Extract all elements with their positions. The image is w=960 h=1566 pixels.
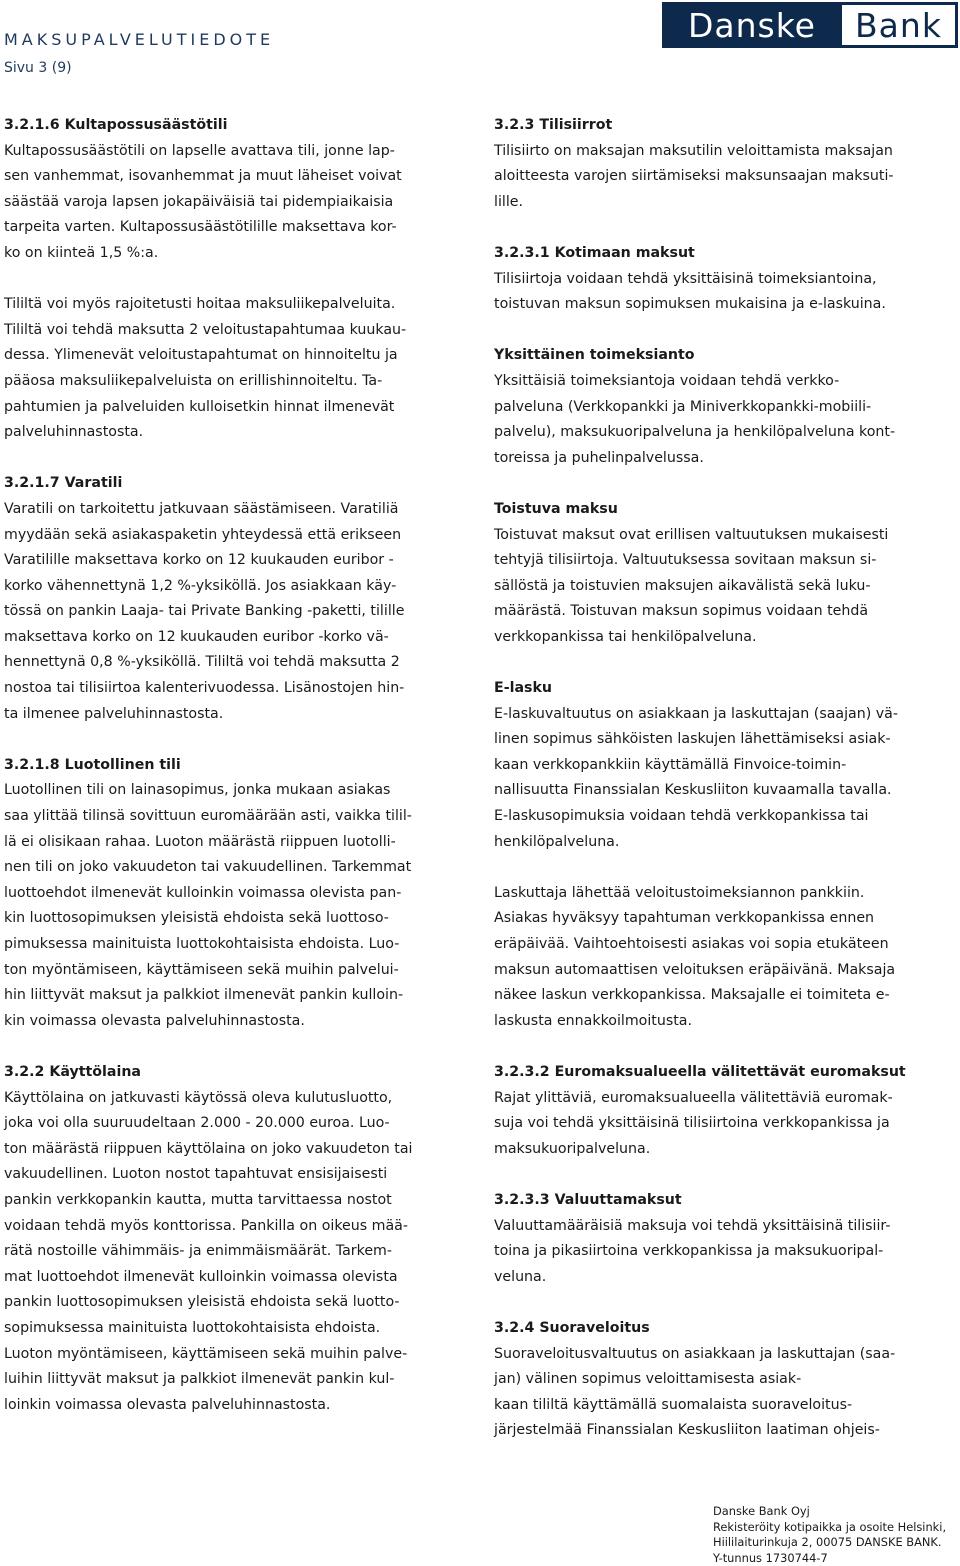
section-toistuva-maksu (494, 497, 960, 651)
section-tilisiirrot (494, 113, 960, 215)
section-paragraph: Valuuttamääräisiä maksuja voi tehdä yksittäisinä tilisiir- toina ja pikasiirtoina verkkopankissa ja maksukuoripal- veluna. (494, 1217, 891, 1285)
section-heading: 3.2.3.1 Kotimaan maksut (494, 244, 695, 261)
company-footer (713, 1504, 960, 1566)
section-heading: 3.2.2 Käyttölaina (4, 1063, 141, 1080)
section-paragraph: Yksittäisiä toimeksiantoja voidaan tehdä verkko- palveluna (Verkkopankki ja Miniverkkopankki-mobiili- palvelu), maksukuoripalveluna ja henkilöpalveluna kont- toreissa ja puhelinpalvelussa. (494, 372, 896, 466)
left-column (4, 113, 472, 1418)
danske-bank-logo (662, 2, 958, 48)
logo-text-bank: Bank (842, 2, 958, 48)
section-heading: Toistuva maksu (494, 500, 618, 517)
section-paragraph: Tilisiirto on maksajan maksutilin veloittamista maksajan aloitteesta varojen siirtämiseksi maksunsaajan maksuti- lille. (494, 142, 894, 210)
section-paragraph: E-laskuvaltuutus on asiakkaan ja laskuttajan (saajan) vä- linen sopimus sähköisten laskujen lähettämiseksi asiak- kaan verkkopankkiin käyttämällä Finvoice-toimin- nallisuutta Finanssialan Keskusliiton kuvaamalla tavalla. E-laskusopimuksia voidaan tehdä verkkopankissa tai henkilöpalveluna. (494, 705, 898, 850)
section-heading: 3.2.1.6 Kultapossusäästötili (4, 117, 228, 133)
page-number: Sivu 3 (9) (4, 60, 72, 76)
section-valuuttamaksut (494, 1188, 960, 1290)
section-yksittainen-toimeksianto (494, 343, 960, 471)
section-heading: 3.2.4 Suoraveloitus (494, 1319, 650, 1336)
section-kultapossusaastotili (4, 113, 472, 446)
section-luotollinen-tili (4, 753, 472, 1035)
section-paragraph: Tilisiirtoja voidaan tehdä yksittäisinä toimeksiantoina, toistuvan maksun sopimuksen mukaisina ja e-laskuina. (494, 270, 886, 313)
section-paragraph: Rajat ylittäviä, euromaksualueella välitettäviä euromak- suja voi tehdä yksittäisinä tilisiirtoina verkkopankissa ja maksukuoripalveluna. (494, 1089, 893, 1157)
section-kotimaan-maksut (494, 241, 960, 318)
section-paragraph: Tililtä voi myös rajoitetusti hoitaa maksuliikepalveluita. Tililtä voi tehdä maksutta 2 veloitustapahtumaa kuukau- dessa. Ylimenevät veloitustapahtumat on hinnoiteltu ja pääosa maksuliikepalveluista on erillishinnoiteltu. Ta- pahtumien ja palveluiden kulloisetkin hinnat ilmenevät palveluhinnastosta. (4, 296, 407, 441)
section-heading: 3.2.1.8 Luotollinen tili (4, 756, 181, 773)
footer-address: Hiililaiturinkuja 2, 00075 DANSKE BANK. (713, 1535, 942, 1550)
logo-text-danske: Danske (662, 2, 842, 48)
section-heading: 3.2.1.7 Varatili (4, 475, 123, 492)
section-heading: Yksittäinen toimeksianto (494, 347, 695, 364)
section-paragraph: Suoraveloitusvaltuutus on asiakkaan ja laskuttajan (saa- jan) välinen sopimus veloittamisesta asiak- kaan tililtä käyttämällä suomalaista suoraveloitus- järjestelmää Finanssialan Keskusliiton laatiman ohjeis- (494, 1345, 896, 1439)
section-paragraph: Laskuttaja lähettää veloitustoimeksiannon pankkiin. Asiakas hyväksyy tapahtuman verkkopankissa ennen eräpäivää. Vaihtoehtoisesti asiakas voi sopia etukäteen maksun automaattisen veloituksen eräpäivänä. Maksaja näkee laskun verkkopankissa. Maksajalle ei toimiteta e- laskusta ennakkoilmoitusta. (494, 884, 896, 1029)
section-heading: E-lasku (494, 680, 552, 697)
section-euromaksut (494, 1060, 960, 1162)
section-paragraph: Varatili on tarkoitettu jatkuvaan säästämiseen. Varatiliä myydään sekä asiakaspaketin yhteydessä että erikseen Varatilille maksettava korko on 12 kuukauden euribor - korko vähennettynä 1,2 %-yksiköllä. Jos asiakkaan käy- tössä on pankin Laaja- tai Private Banking -paketti, tilille maksettava korko on 12 kuukauden euribor -korko vä- hennettynä 0,8 %-yksiköllä. Tililtä voi tehdä maksutta 2 nostoa tai tilisiirtoa kalenterivuodessa. Lisänostojen hin- ta ilmenee palveluhinnastosta. (4, 500, 405, 722)
footer-company-name: Danske Bank Oyj (713, 1504, 810, 1518)
section-heading: 3.2.3.2 Euromaksualueella välitettävät euromaksut (494, 1063, 906, 1080)
section-kayttolaina (4, 1060, 472, 1418)
footer-registered-office: Rekisteröity kotipaikka ja osoite Helsinki, (713, 1519, 947, 1534)
section-suoraveloitus (494, 1316, 960, 1444)
section-heading: 3.2.3 Tilisiirrot (494, 117, 613, 133)
section-varatili (4, 471, 472, 727)
section-paragraph: Toistuvat maksut ovat erillisen valtuutuksen mukaisesti tehtyjä tilisiirtoja. Valtuutuksessa sovitaan maksun si- sällöstä ja toistuvien maksujen aikavälistä sekä luku- määrästä. Toistuvan maksun sopimus voidaan tehdä verkkopankissa tai henkilöpalveluna. (494, 526, 889, 645)
section-paragraph: Kultapossusäästötili on lapselle avattava tili, jonne lap- sen vanhemmat, isovanhemmat ja muut läheiset voivat säästää varoja lapsen jokapäiväisiä tai pidempiaikaisia tarpeita varten. Kultapossusäästötilille maksettava kor- ko on kiinteä 1,5 %:a. (4, 142, 402, 261)
section-paragraph: Käyttölaina on jatkuvasti käytössä oleva kulutusluotto, joka voi olla suuruudeltaan 2.000 - 20.000 euroa. Luo- ton määrästä riippuen käyttölaina on joko vakuudeton tai vakuudellinen. Luoton nostot tapahtuvat ensisijaisesti pankin verkkopankin kautta, mutta tarvittaessa nostot voidaan tehdä myös konttorissa. Pankilla on oikeus mää- rätä nostoille vähimmäis- ja enimmäismäärät. Tarkem- mat luottoehdot ilmenevät kulloinkin voimassa olevista pankin luottosopimuksen yleisistä ehdoista sekä luotto- sopimuksessa mainituista luottokohtaisista ehdoista. Luoton myöntämiseen, käyttämiseen sekä muihin palve- luihin liittyvät maksut ja palkkiot ilmenevät pankin kul- loinkin voimassa olevasta palveluhinnastosta. (4, 1089, 413, 1413)
section-paragraph: Luotollinen tili on lainasopimus, jonka mukaan asiakas saa ylittää tilinsä sovittuun euromäärään asti, vaikka tilil- lä ei olisikaan rahaa. Luoton määrästä riippuen luotolli- nen tili on joko vakuudeton tai vakuudellinen. Tarkemmat luottoehdot ilmenevät kulloinkin voimassa olevista pan- kin luottosopimuksen yleisistä ehdoista sekä luottoso- pimuksessa mainituista luottokohtaisista ehdoista. Luo- ton myöntämiseen, käyttämiseen sekä muihin palvelui- hin liittyvät maksut ja palkkiot ilmenevät pankin kulloin- kin voimassa olevasta palveluhinnastosta. (4, 782, 412, 1029)
section-e-lasku (494, 676, 960, 1034)
document-type: MAKSUPALVELUTIEDOTE (4, 30, 275, 49)
right-column (494, 113, 960, 1444)
section-heading: 3.2.3.3 Valuuttamaksut (494, 1191, 682, 1208)
footer-business-id: Y-tunnus 1730744-7 (713, 1550, 828, 1565)
